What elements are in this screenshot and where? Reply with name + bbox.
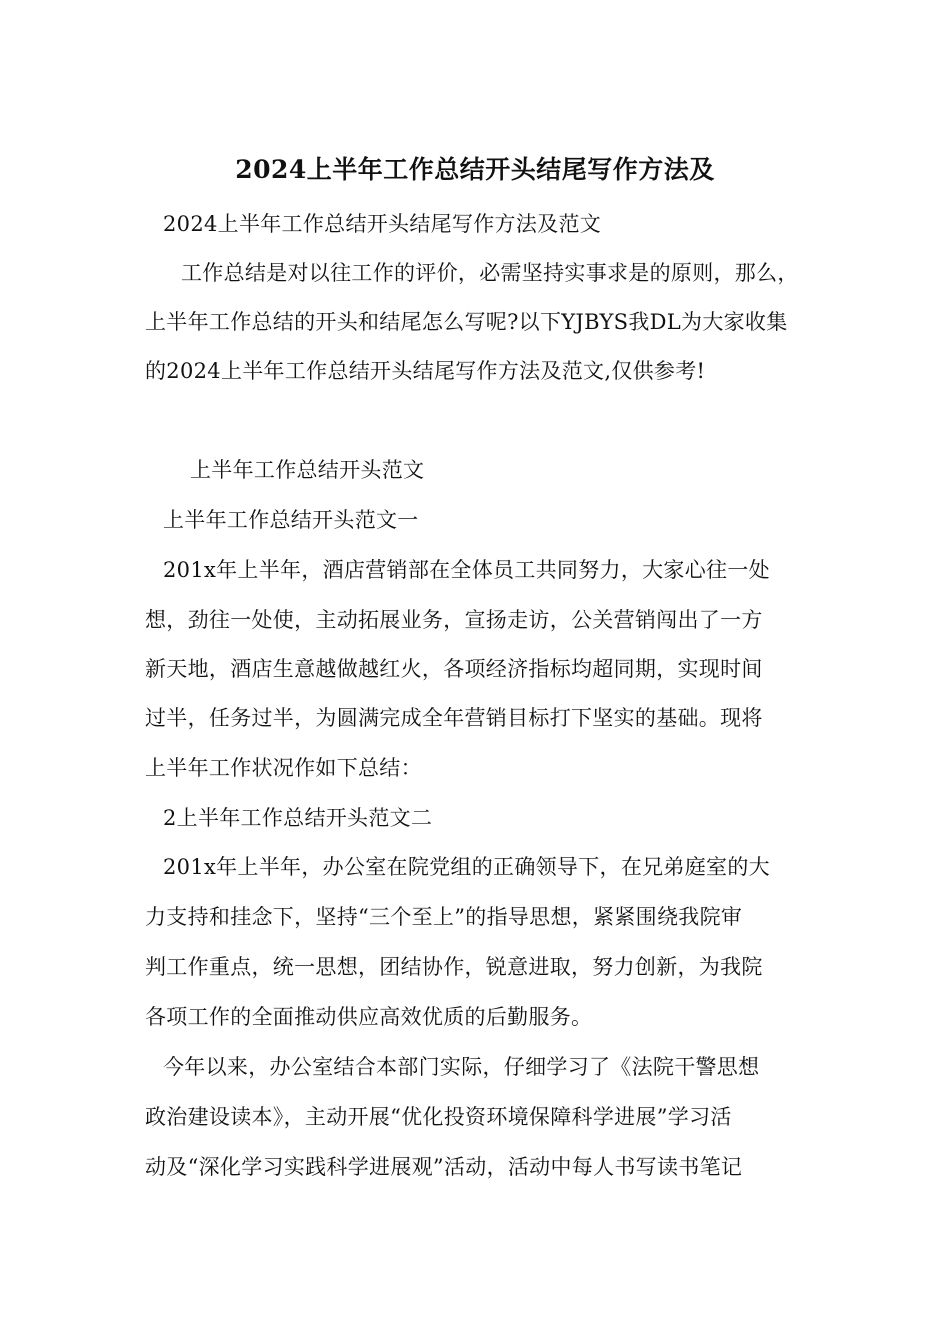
example2-heading: 2上半年工作总结开头范文二 [163, 806, 433, 830]
example1-line-5: 上半年工作状况作如下总结： [145, 756, 422, 780]
intro-line-1: 工作总结是对以往工作的评价，必需坚持实事求是的原则，那么， [181, 261, 799, 285]
paragraph3-line-2: 政治建设读本》，主动开展“优化投资环境保障科学进展”学习活 [145, 1105, 732, 1129]
section-heading: 上半年工作总结开头范文 [190, 458, 425, 482]
example2-line-2: 力支持和挂念下，坚持“三个至上”的指导思想，紧紧围绕我院审 [145, 905, 743, 929]
intro-line-2: 上半年工作总结的开头和结尾怎么写呢?以下YJBYS我DL为大家收集 [145, 310, 788, 334]
example1-line-1: 201x年上半年，酒店营销部在全体员工共同努力，大家心往一处 [163, 558, 770, 582]
example2-line-4: 各项工作的全面推动供应高效优质的后勤服务。 [145, 1005, 593, 1029]
intro-line-3: 的2024上半年工作总结开头结尾写作方法及范文,仅供参考! [145, 359, 706, 383]
paragraph3-line-1: 今年以来，办公室结合本部门实际，仔细学习了《法院干警思想 [163, 1055, 760, 1079]
document-title: 2024上半年工作总结开头结尾写作方法及 [235, 155, 715, 184]
paragraph3-line-3: 动及“深化学习实践科学进展观”活动，活动中每人书写读书笔记 [145, 1155, 743, 1179]
example1-heading: 上半年工作总结开头范文一 [163, 508, 419, 532]
example1-line-4: 过半，任务过半，为圆满完成全年营销目标打下坚实的基础。现将 [145, 706, 763, 730]
document-subtitle: 2024上半年工作总结开头结尾写作方法及范文 [163, 212, 602, 236]
example1-line-2: 想，劲往一处使，主动拓展业务，宣扬走访，公关营销闯出了一方 [145, 608, 763, 632]
example1-line-3: 新天地，酒店生意越做越红火，各项经济指标均超同期，实现时间 [145, 657, 763, 681]
example2-line-3: 判工作重点，统一思想，团结协作，锐意进取，努力创新，为我院 [145, 955, 763, 979]
example2-line-1: 201x年上半年，办公室在院党组的正确领导下，在兄弟庭室的大 [163, 855, 770, 879]
